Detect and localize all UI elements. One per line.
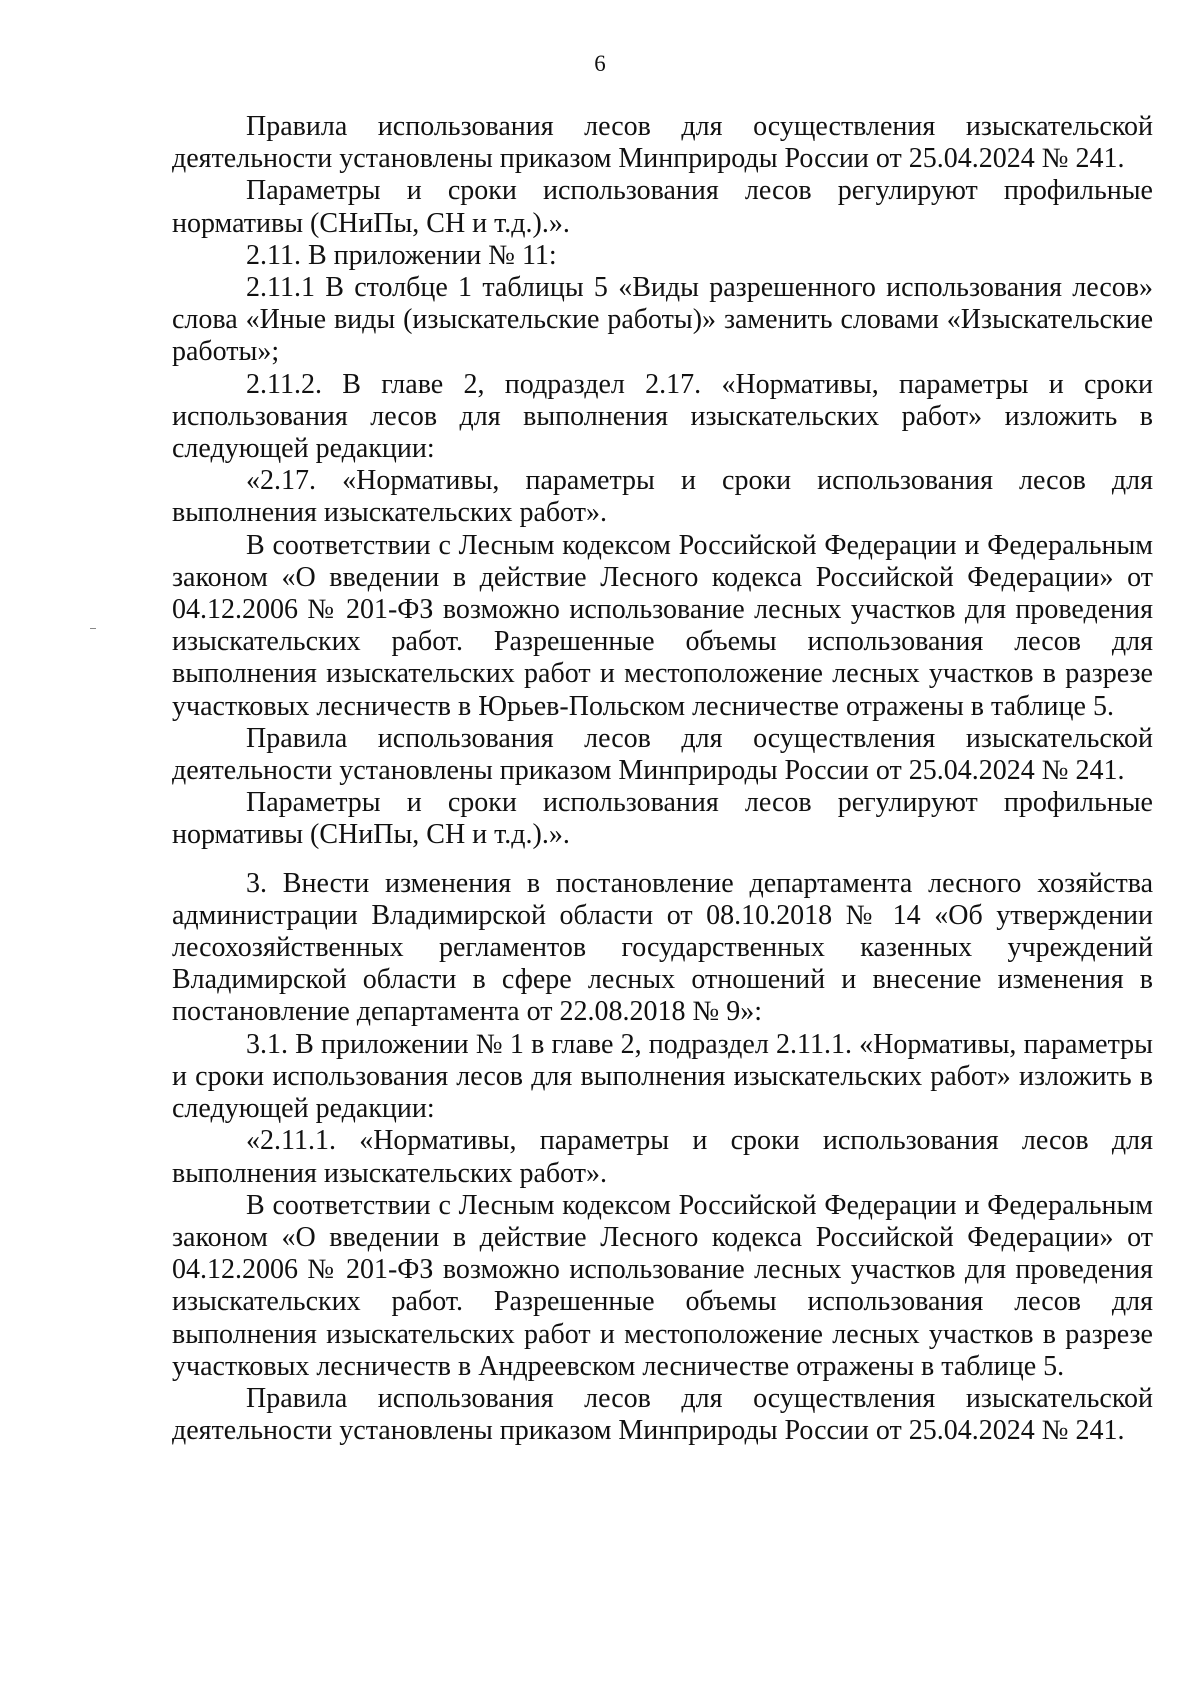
- page-number: 6: [594, 51, 606, 76]
- paragraph-2-11-1: 2.11.1 В столбце 1 таблицы 5 «Виды разрешенного использования лесов» слова «Иные виды (изыскательские работы)» заменить словами «Изыскательские работы»;: [172, 272, 1153, 368]
- document-body: [172, 111, 1153, 1447]
- paragraph-item-3: 3. Внести изменения в постановление департамента лесного хозяйства администрации Владимирской области от 08.10.2018 № 14 «Об утверждении лесохозяйственных регламентов государственных казенных учреждений Владимирской области в сфере лесных отношений и внесение изменения в постановление департамента от 22.08.2018 № 9»:: [172, 867, 1153, 1028]
- paragraph-parameters-norms: Параметры и сроки использования лесов регулируют профильные нормативы (СНиПы, СН и т.д.).».: [172, 175, 1153, 239]
- paragraph-2-17-heading: «2.17. «Нормативы, параметры и сроки использования лесов для выполнения изыскательских работ».: [172, 465, 1153, 529]
- paragraph-rules-survey: Правила использования лесов для осуществления изыскательской деятельности установлены приказом Минприроды России от 25.04.2024 № 241.: [172, 111, 1153, 175]
- paragraph-rules-survey-3: Правила использования лесов для осуществления изыскательской деятельности установлены приказом Минприроды России от 25.04.2024 № 241.: [172, 1382, 1153, 1447]
- paragraph-rules-survey-2: Правила использования лесов для осуществления изыскательской деятельности установлены приказом Минприроды России от 25.04.2024 № 241.: [172, 722, 1153, 787]
- paragraph-parameters-norms-2: Параметры и сроки использования лесов регулируют профильные нормативы (СНиПы, СН и т.д.).».: [172, 787, 1153, 851]
- paragraph-forest-code-andreevsky: В соответствии с Лесным кодексом Российской Федерации и Федеральным законом «О введении в действие Лесного кодекса Российской Федерации» от 04.12.2006 № 201-ФЗ возможно использование лесных участков для проведения изыскательских работ. Разрешенные объемы использования лесов для выполнения изыскательских работ и местоположение лесных участков в разрезе участковых лесничеств в Андреевском лесничестве отражены в таблице 5.: [172, 1189, 1153, 1382]
- margin-mark: [90, 628, 96, 629]
- paragraph-forest-code-yuryev: В соответствии с Лесным кодексом Российской Федерации и Федеральным законом «О введении в действие Лесного кодекса Российской Федерации» от 04.12.2006 № 201-ФЗ возможно использование лесных участков для проведения изыскательских работ. Разрешенные объемы использования лесов для выполнения изыскательских работ и местоположение лесных участков в разрезе участковых лесничеств в Юрьев-Польском лесничестве отражены в таблице 5.: [172, 529, 1153, 722]
- paragraph-2-11-1-heading: «2.11.1. «Нормативы, параметры и сроки использования лесов для выполнения изыскательских работ».: [172, 1125, 1153, 1189]
- paragraph-3-1: 3.1. В приложении № 1 в главе 2, подраздел 2.11.1. «Нормативы, параметры и сроки использования лесов для выполнения изыскательских работ» изложить в следующей редакции:: [172, 1028, 1153, 1125]
- paragraph-2-11-2: 2.11.2. В главе 2, подраздел 2.17. «Нормативы, параметры и сроки использования лесов для выполнения изыскательских работ» изложить в следующей редакции:: [172, 368, 1153, 465]
- paragraph-appendix-11: 2.11. В приложении № 11:: [246, 239, 557, 271]
